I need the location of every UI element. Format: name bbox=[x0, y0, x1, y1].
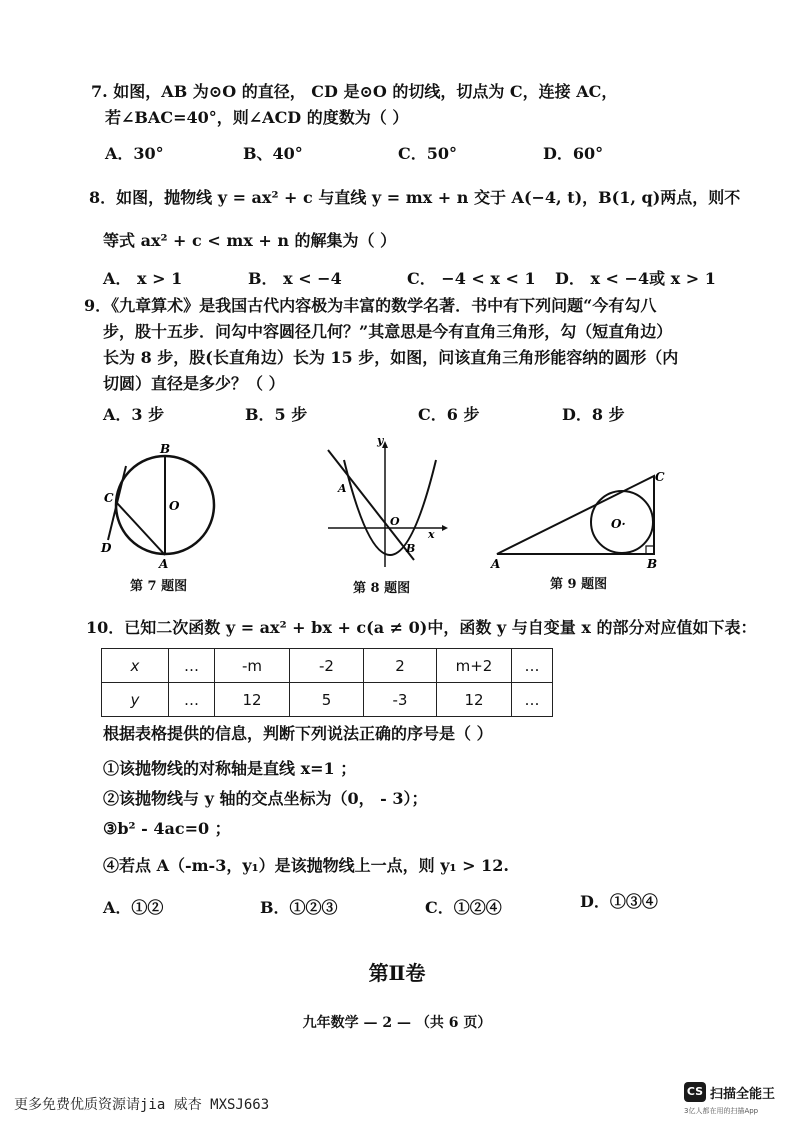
line-ab bbox=[328, 450, 414, 560]
q7-option-a: A．30° bbox=[105, 144, 164, 163]
q10-statement-1: ①该抛物线的对称轴是直线 x=1 ； bbox=[103, 759, 357, 778]
figure-8-caption: 第 8 题图 bbox=[353, 581, 411, 596]
table-cell: … bbox=[512, 683, 553, 717]
label-b: B bbox=[406, 542, 416, 555]
label-o: O· bbox=[611, 517, 626, 531]
label-b: B bbox=[647, 557, 658, 571]
label-y: y bbox=[377, 434, 384, 447]
table-cell: … bbox=[169, 683, 215, 717]
q10-line1: 10．已知二次函数 y = ax² + bx + c(a ≠ 0)中，函数 y 与自变量 x 的部分对应值如下表： bbox=[86, 618, 757, 637]
q9-option-c: C．6 步 bbox=[418, 405, 480, 424]
q7-option-b: B、40° bbox=[243, 144, 303, 163]
q8-line1: 8．如图，抛物线 y = ax² + c 与直线 y = mx + n 交于 A(−4, t)，B(1, q)两点，则不 bbox=[89, 188, 741, 207]
q9-line2: 步，股十五步．问勾中容圆径几何？”其意思是今有直角三角形，勾（短直角边） bbox=[103, 322, 673, 341]
q10-prompt: 根据表格提供的信息，判断下列说法正确的序号是（ ） bbox=[103, 724, 493, 743]
parabola bbox=[344, 460, 436, 555]
table-cell: 12 bbox=[437, 683, 512, 717]
q10-statement-2: ②该抛物线与 y 轴的交点坐标为（0， - 3）； bbox=[103, 789, 428, 808]
q10-option-b: B．①②③ bbox=[260, 898, 338, 917]
q7-option-c: C．50° bbox=[398, 144, 458, 163]
q8-line2: 等式 ax² + c < mx + n 的解集为（ ） bbox=[103, 231, 397, 250]
q10-option-d: D．①③④ bbox=[580, 892, 658, 911]
figure-7 bbox=[96, 438, 226, 574]
brand-tagline: 3亿人都在用的扫描App bbox=[684, 1107, 759, 1115]
figure-7-caption: 第 7 题图 bbox=[130, 579, 188, 594]
q9-line3: 长为 8 步，股(长直角边）长为 15 步，如图，问该直角三角形能容纳的圆形（内 bbox=[103, 348, 679, 367]
table-cell: x bbox=[102, 649, 169, 683]
q8-option-c: C． −4 < x < 1 bbox=[407, 269, 536, 288]
label-a: A bbox=[159, 557, 169, 571]
section-title: 第Ⅱ卷 bbox=[368, 961, 426, 985]
q8-option-b: B． x < −4 bbox=[248, 269, 342, 288]
brand-name: 扫描全能王 bbox=[710, 1087, 776, 1102]
q9-option-a: A．3 步 bbox=[103, 405, 165, 424]
page-footer: 九年数学 — 2 — （共 6 页） bbox=[302, 1015, 492, 1031]
label-c: C bbox=[655, 470, 665, 484]
q9-line4: 切圆）直径是多少？（ ） bbox=[103, 374, 285, 393]
figure-9 bbox=[488, 466, 668, 574]
label-o: O bbox=[390, 515, 400, 528]
q10-option-a: A．①② bbox=[103, 898, 164, 917]
table-cell: 5 bbox=[290, 683, 364, 717]
table-cell: … bbox=[512, 649, 553, 683]
q7-line1: 7. 如图，AB 为⊙O 的直径， CD 是⊙O 的切线，切点为 C，连接 AC， bbox=[91, 82, 618, 101]
table-row bbox=[102, 683, 553, 717]
label-d: D bbox=[101, 541, 112, 555]
q10-option-c: C．①②④ bbox=[425, 898, 502, 917]
q9-option-d: D．8 步 bbox=[562, 405, 625, 424]
camscanner-logo-icon: CS bbox=[684, 1082, 706, 1102]
label-x: x bbox=[428, 528, 435, 541]
right-triangle bbox=[497, 476, 654, 554]
label-o: O bbox=[169, 499, 180, 513]
q8-option-d: D． x < −4或 x > 1 bbox=[555, 269, 716, 288]
value-table bbox=[101, 648, 553, 717]
table-cell: -m bbox=[215, 649, 290, 683]
q10-statement-4: ④若点 A（-m-3，y₁）是该抛物线上一点，则 y₁ > 12. bbox=[103, 856, 509, 875]
right-angle-mark bbox=[646, 546, 654, 554]
q9-option-b: B．5 步 bbox=[245, 405, 308, 424]
table-cell: -2 bbox=[290, 649, 364, 683]
label-c: C bbox=[104, 491, 114, 505]
table-cell: m+2 bbox=[437, 649, 512, 683]
q8-option-a: A． x > 1 bbox=[103, 269, 183, 288]
figure-8 bbox=[322, 432, 450, 572]
table-cell: … bbox=[169, 649, 215, 683]
q7-option-d: D．60° bbox=[543, 144, 604, 163]
label-b: B bbox=[160, 442, 171, 456]
q7-line2: 若∠BAC=40°，则∠ACD 的度数为（ ） bbox=[105, 108, 409, 127]
table-cell: 12 bbox=[215, 683, 290, 717]
table-cell: y bbox=[102, 683, 169, 717]
figure-9-caption: 第 9 题图 bbox=[550, 577, 608, 592]
q9-line1: 9．《九章算术》是我国古代内容极为丰富的数学名著．书中有下列问题“今有勾八 bbox=[84, 296, 657, 315]
label-a: A bbox=[491, 557, 501, 571]
label-a: A bbox=[338, 482, 347, 495]
q10-statement-3: ③b² - 4ac=0 ； bbox=[103, 819, 231, 838]
table-cell: 2 bbox=[364, 649, 437, 683]
table-cell: -3 bbox=[364, 683, 437, 717]
x-axis-arrow bbox=[442, 525, 448, 531]
table-row bbox=[102, 649, 553, 683]
promo-text: 更多免费优质资源请jia 威杏 MXSJ663 bbox=[14, 1097, 270, 1113]
